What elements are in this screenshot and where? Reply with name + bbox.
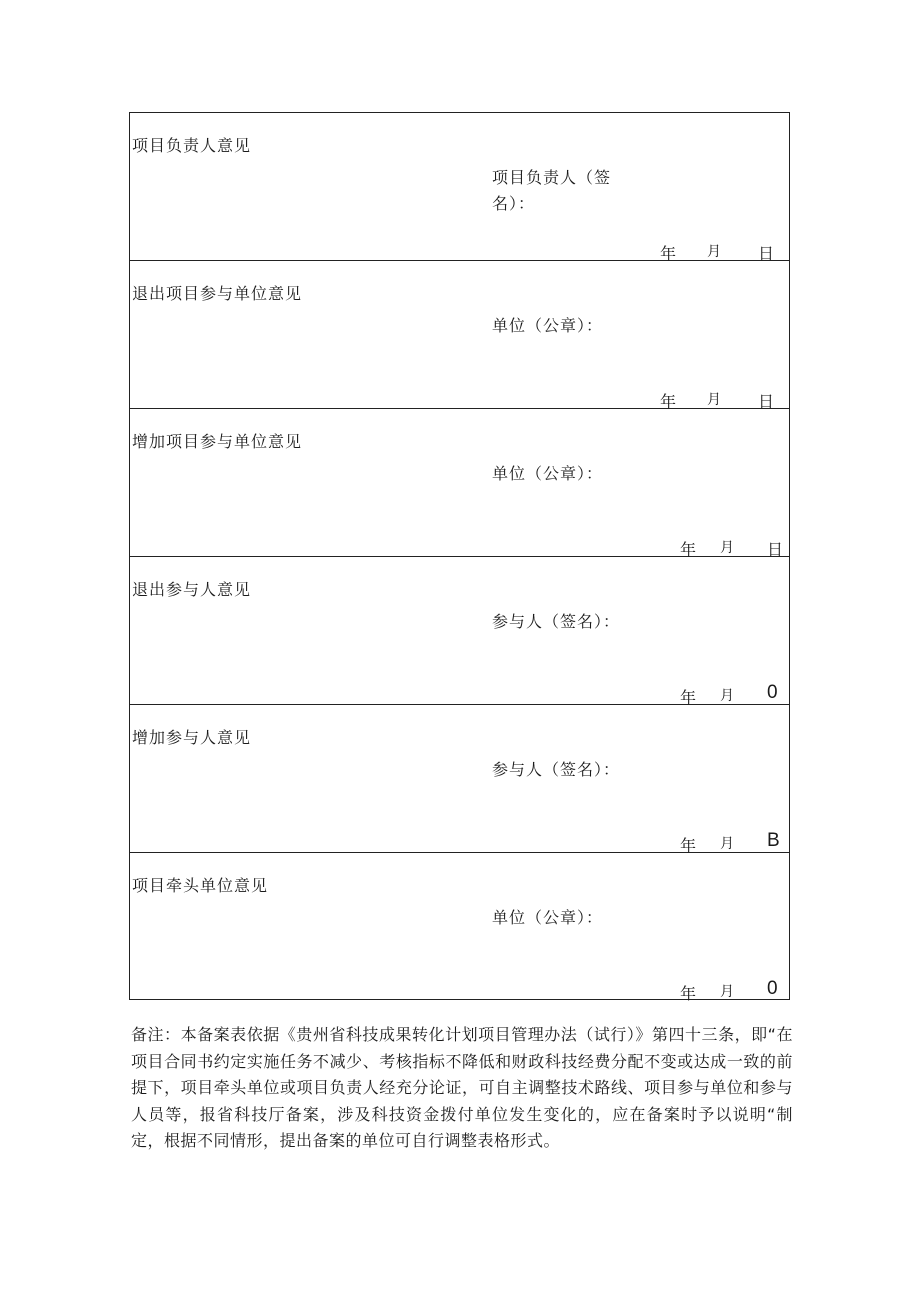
signature-label: 项目负责人（签名）： [492, 168, 612, 213]
row-title: 退出项目参与单位意见 [132, 284, 303, 303]
date-year: 年 [680, 836, 697, 855]
signature-label: 参与人（签名）： [492, 612, 621, 631]
date-day: B [767, 830, 780, 851]
form-row-withdraw-unit [130, 261, 789, 409]
remarks-note: 备注：本备案表依据《贵州省科技成果转化计划项目管理办法（试行）》第四十三条，即“在项目合同书约定实施任务不减少、考核指标不降低和财政科技经费分配不变或达成一致的前提下，项目牵头单位或项目负责人经充分论证，可自主调整技术路线、项目参与单位和参与人员等，报省科技厅备案，涉及科技资金拨付单位发生变化的，应在备案时予以说明“制定，根据不同情形，提出备案的单位可自行调整表格形式。 [131, 1025, 793, 1150]
filing-form-table [129, 112, 790, 1003]
form-row-lead-unit [130, 853, 789, 1001]
date-year: 年 [660, 244, 677, 263]
date-year: 年 [680, 540, 697, 559]
row-title: 增加项目参与单位意见 [132, 432, 303, 451]
row-title: 项目负责人意见 [132, 136, 252, 155]
date-day: 日 [767, 540, 784, 559]
seal-label: 单位（公章）： [492, 908, 604, 927]
date-day: 日 [758, 244, 775, 263]
date-year: 年 [660, 392, 677, 411]
form-row-add-participant [130, 705, 789, 853]
date-month: 月 [707, 392, 721, 408]
date-month: 月 [720, 836, 734, 852]
seal-label: 单位（公章）： [492, 316, 604, 335]
row-title: 退出参与人意见 [132, 580, 252, 599]
date-month: 月 [720, 984, 734, 1000]
date-month: 月 [720, 688, 734, 704]
row-title: 项目牵头单位意见 [132, 876, 269, 895]
seal-label: 单位（公章）： [492, 464, 604, 483]
form-row-add-unit [130, 409, 789, 557]
date-month: 月 [720, 540, 734, 556]
date-month: 月 [707, 244, 721, 260]
form-row-withdraw-participant [130, 557, 789, 705]
date-day: 日 [758, 392, 775, 411]
date-year: 年 [680, 984, 697, 1003]
row-title: 增加参与人意见 [132, 728, 252, 747]
form-row-project-leader [130, 113, 789, 261]
signature-label: 参与人（签名）： [492, 760, 621, 779]
date-day: 0 [767, 978, 778, 999]
date-year: 年 [680, 688, 697, 707]
date-day: 0 [767, 682, 778, 703]
